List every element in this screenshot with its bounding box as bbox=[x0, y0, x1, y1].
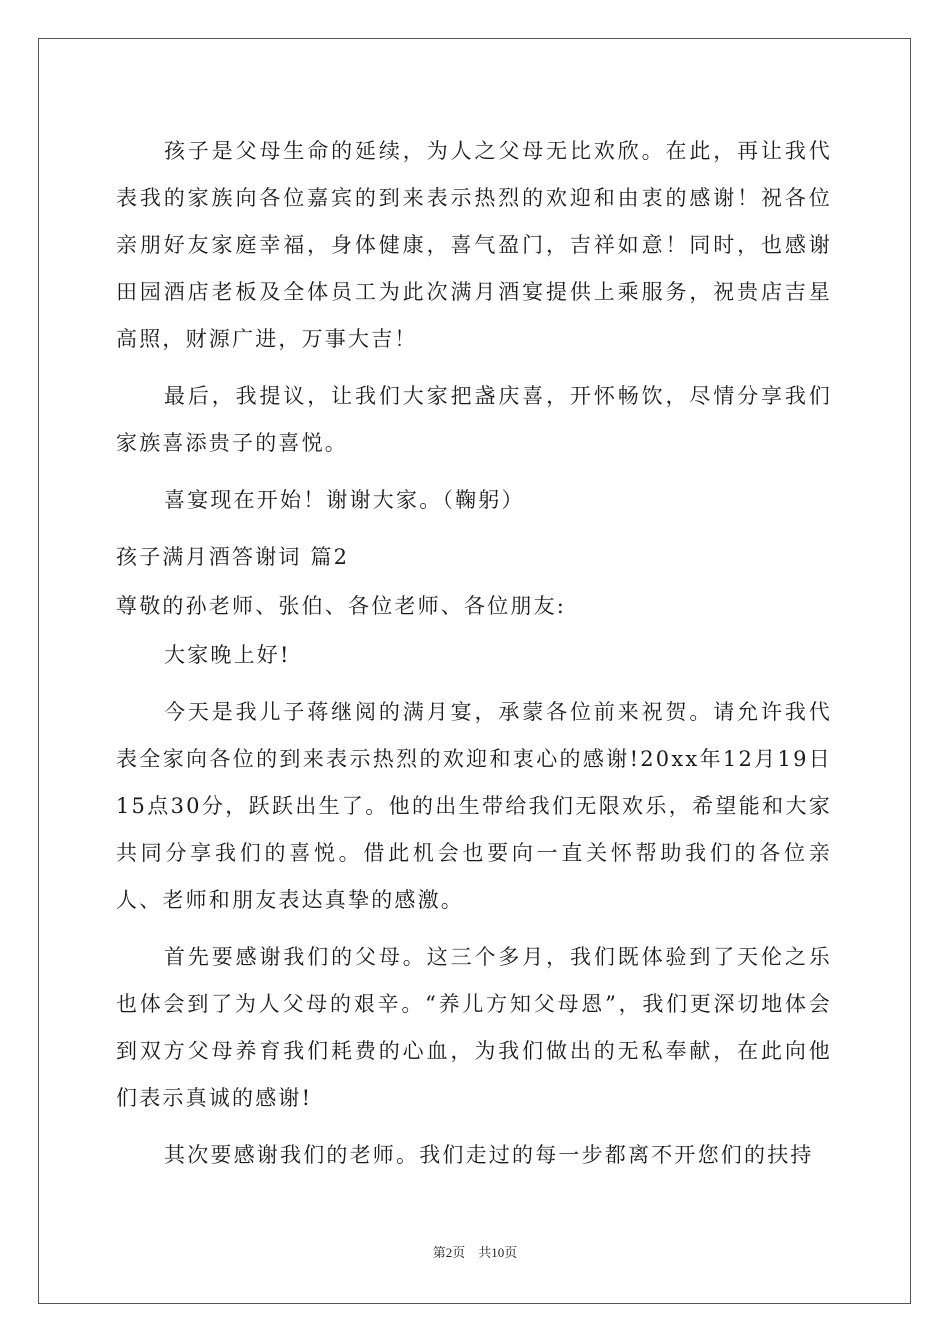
paragraph-1: 孩子是父母生命的延续，为人之父母无比欢欣。在此，再让我代表我的家族向各位嘉宾的到来表示热烈的欢迎和由衷的感谢！祝各位亲朋好友家庭幸福，身体健康，喜气盈门，吉祥如意！同时，也感谢田园酒店老板及全体员工为此次满月酒宴提供上乘服务，祝贵店吉星高照，财源广进，万事大吉！ bbox=[116, 139, 832, 351]
paragraph-8: 首先要感谢我们的父母。这三个多月，我们既体验到了天伦之乐也体会到了为人父母的艰辛。“养儿方知父母恩”，我们更深切地体会到双方父母养育我们耗费的心血，为我们做出的无私奉献，在此向他们表示真诚的感谢! bbox=[116, 945, 832, 1110]
document-body bbox=[116, 128, 832, 1189]
paragraph-9: 其次要感谢我们的老师。我们走过的每一步都离不开您们的扶持 bbox=[164, 1143, 814, 1167]
salutation: 尊敬的孙老师、张伯、各位老师、各位朋友: bbox=[116, 594, 567, 618]
paragraph-7: 今天是我儿子蒋继阅的满月宴，承蒙各位前来祝贺。请允许我代表全家向各位的到来表示热烈的欢迎和衷心的感谢!20xx年12月19日15点30分，跃跃出生了。他的出生带给我们无限欢乐，希望能和大家共同分享我们的喜悦。借此机会也要向一直关怀帮助我们的各位亲人、老师和朋友表达真挚的感激。 bbox=[116, 700, 832, 912]
paragraph-2: 最后，我提议，让我们大家把盏庆喜，开怀畅饮，尽情分享我们家族喜添贵子的喜悦。 bbox=[116, 384, 832, 455]
paragraph-3: 喜宴现在开始！谢谢大家。（鞠躬） bbox=[164, 488, 525, 512]
section-heading: 孩子满月酒答谢词 篇2 bbox=[116, 545, 350, 569]
greeting: 大家晚上好! bbox=[164, 643, 291, 667]
page-footer: 第2页 共10页 bbox=[432, 1245, 518, 1260]
